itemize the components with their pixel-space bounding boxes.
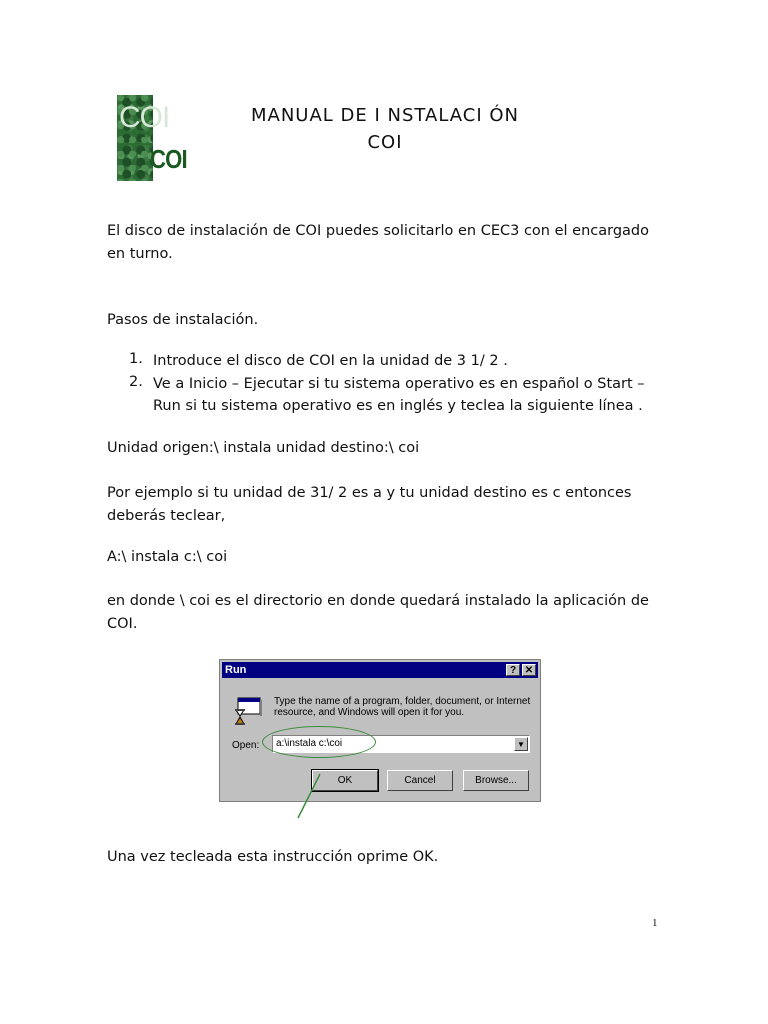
dialog-title: Run	[225, 664, 247, 676]
ok-button[interactable]: OK	[312, 770, 378, 791]
command-line: A:\ instala c:\ coi	[107, 549, 228, 565]
highlight-ellipse	[262, 726, 376, 758]
dialog-description: Type the name of a program, folder, document, or Internet resource, and Windows will open it for you.	[274, 696, 531, 718]
logo-text-bottom: COI	[150, 144, 187, 174]
final-note: Una vez tecleada esta instrucción oprime OK.	[107, 849, 439, 865]
step-1-number: 1.	[129, 351, 143, 367]
steps-heading: Pasos de instalación.	[107, 312, 259, 328]
page-number: 1	[652, 917, 658, 929]
syntax-line: Unidad origen:\ instala unidad destino:\ coi	[107, 440, 420, 456]
logo-text-top: COI	[119, 101, 170, 134]
run-dialog	[219, 659, 541, 802]
page-title: MANUAL DE I NSTALACI ÓN	[250, 105, 519, 126]
step-1-text: Introduce el disco de COI en la unidad de 3 1/ 2 .	[153, 353, 508, 369]
open-input-value: a:\instala c:\coi	[276, 738, 343, 749]
help-button[interactable]: ?	[506, 664, 520, 676]
step-2-text: Ve a Inicio – Ejecutar si tu sistema operativo es en español o Start – Run si tu sistema operativo es en inglés y teclea la siguiente línea .	[153, 376, 645, 414]
example-paragraph: Por ejemplo si tu unidad de 31/ 2 es a y tu unidad destino es c entonces deberás teclear,	[107, 485, 632, 524]
step-2-number: 2.	[129, 374, 143, 390]
close-button[interactable]: ✕	[522, 664, 536, 676]
run-program-icon	[234, 696, 264, 726]
cancel-button[interactable]: Cancel	[387, 770, 453, 791]
page-subtitle: COI	[367, 132, 403, 153]
browse-button[interactable]: Browse...	[463, 770, 529, 791]
dropdown-arrow-icon[interactable]: ▼	[514, 737, 528, 751]
pointer-line	[290, 772, 330, 822]
explanation-paragraph: en donde \ coi es el directorio en donde quedará instalado la aplicación de COI.	[107, 593, 649, 632]
open-label: Open:	[232, 740, 260, 751]
dialog-titlebar	[222, 662, 538, 678]
intro-paragraph: El disco de instalación de COI puedes solicitarlo en CEC3 con el encargado en turno.	[107, 223, 649, 262]
